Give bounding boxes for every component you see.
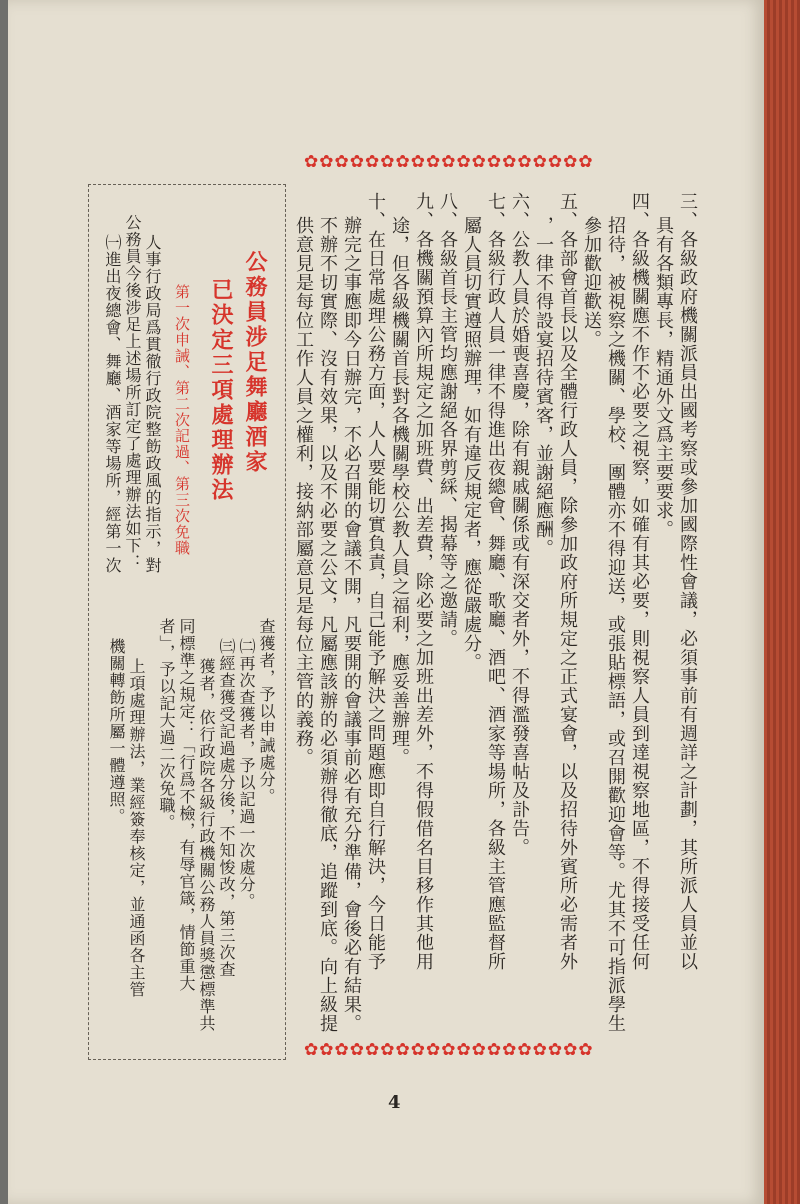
box-text-column: 上項處理辦法，業經簽奉核定，並通函各主管 bbox=[127, 658, 146, 998]
text-column: 招待，被視察之機關、學校、團體亦不得迎送，或張貼標語，或召開歡迎會等。尤其不可指派學生 bbox=[605, 216, 626, 1033]
text-column: 八、各級首長主管均應謝絕各界剪綵、揭幕等之邀請。 bbox=[437, 192, 458, 648]
text-column: 具有各類專長，精通外文爲主要要求。 bbox=[653, 216, 674, 539]
page-number: 4 bbox=[388, 1092, 401, 1113]
box-subtitle: 第一次申誡、第二次記過、第三次免職 bbox=[173, 284, 191, 556]
box-text-column: 人事行政局爲貫徹行政院整飭政風的指示，對 bbox=[143, 234, 162, 574]
box-text-column: 獲者，依行政院各級行政機關公務人員獎懲標準共 bbox=[197, 658, 216, 1032]
box-title-line-2: 已決定三項處理辦法 bbox=[208, 278, 234, 503]
text-column: 七、各級行政人員一律不得進出夜總會、舞廳、歌廳、酒吧、酒家等場所，各級主管應監督所 bbox=[485, 192, 506, 971]
book-spine-edge bbox=[764, 0, 800, 1204]
box-text-column: 同標準之規定：「行爲不檢，有辱官箴，情節重大 bbox=[177, 618, 196, 992]
ornament-band-bottom: ✿✿✿✿✿✿✿✿✿✿✿✿✿✿✿✿✿✿✿ bbox=[304, 1040, 594, 1060]
text-column: 三、各級政府機關派員出國考察或參加國際性會議，必須事前有週詳之計劃，其所派人員並以 bbox=[677, 192, 698, 971]
text-column: 屬人員切實遵照辦理，如有違反規定者，應從嚴處分。 bbox=[461, 216, 482, 672]
text-column: 九、各機關預算內所規定之加班費、出差費，除必要之加班出差外，不得假借名目移作其他用 bbox=[413, 192, 434, 971]
text-column: 四、各級機關應不作不必要之視察，如確有其必要，則視察人員到達視察地區，不得接受任何 bbox=[629, 192, 650, 971]
box-text-column: ㈢經查獲受記過處分後，不知悛改，第三次查 bbox=[217, 638, 236, 978]
text-column: 六、公教人員於婚喪喜慶，除有親戚關係或有深交者外，不得濫發喜帖及訃告。 bbox=[509, 192, 530, 857]
text-column: 參加歡迎歡送。 bbox=[581, 216, 602, 349]
box-text-column: 者」，予以記大過二次免職。 bbox=[157, 618, 176, 831]
text-column: 途，但各級機關首長對各機關學校公教人員之福利，應妥善辦理。 bbox=[389, 216, 410, 767]
text-column: 不辦不切實際、沒有效果，以及不必要之公文，凡屬應該辦的必須辦得徹底，追蹤到底。向上級提 bbox=[317, 216, 338, 1033]
text-column: 十、在日常處理公務方面，人人要能切實負責，自己能予解決之問題應即自行解決，今日能予 bbox=[365, 192, 386, 971]
box-text-column: 機關轉飭所屬一體遵照。 bbox=[107, 638, 126, 825]
text-column: 五、各部會首長以及全體行政人員，除參加政府所規定之正式宴會，以及招待外賓所必需者外 bbox=[557, 192, 578, 971]
box-text-column: ㈠進出夜總會、舞廳、酒家等場所，經第一次 bbox=[103, 234, 122, 574]
box-title-line-1: 公務員涉足舞廳酒家 bbox=[242, 250, 268, 475]
text-column: 供意見是每位工作人員之權利，接納部屬意見是每位主管的義務。 bbox=[293, 216, 314, 767]
text-column: ，一律不得設宴招待賓客，並謝絕應酬。 bbox=[533, 216, 554, 558]
box-text-column: ㈡再次查獲者，予以記過一次處分。 bbox=[237, 638, 256, 910]
ornament-band-top: ✿✿✿✿✿✿✿✿✿✿✿✿✿✿✿✿✿✿✿ bbox=[304, 152, 594, 172]
box-text-column: 查獲者，予以申誡處分。 bbox=[257, 618, 276, 805]
text-column: 辦完之事應即今日辦完，不必召開的會議不開，凡要開的會議事前必有充分準備，會後必有結果。 bbox=[341, 216, 362, 1033]
box-text-column: 公務員今後涉足上述場所訂定了處理辦法如下： bbox=[123, 214, 142, 571]
